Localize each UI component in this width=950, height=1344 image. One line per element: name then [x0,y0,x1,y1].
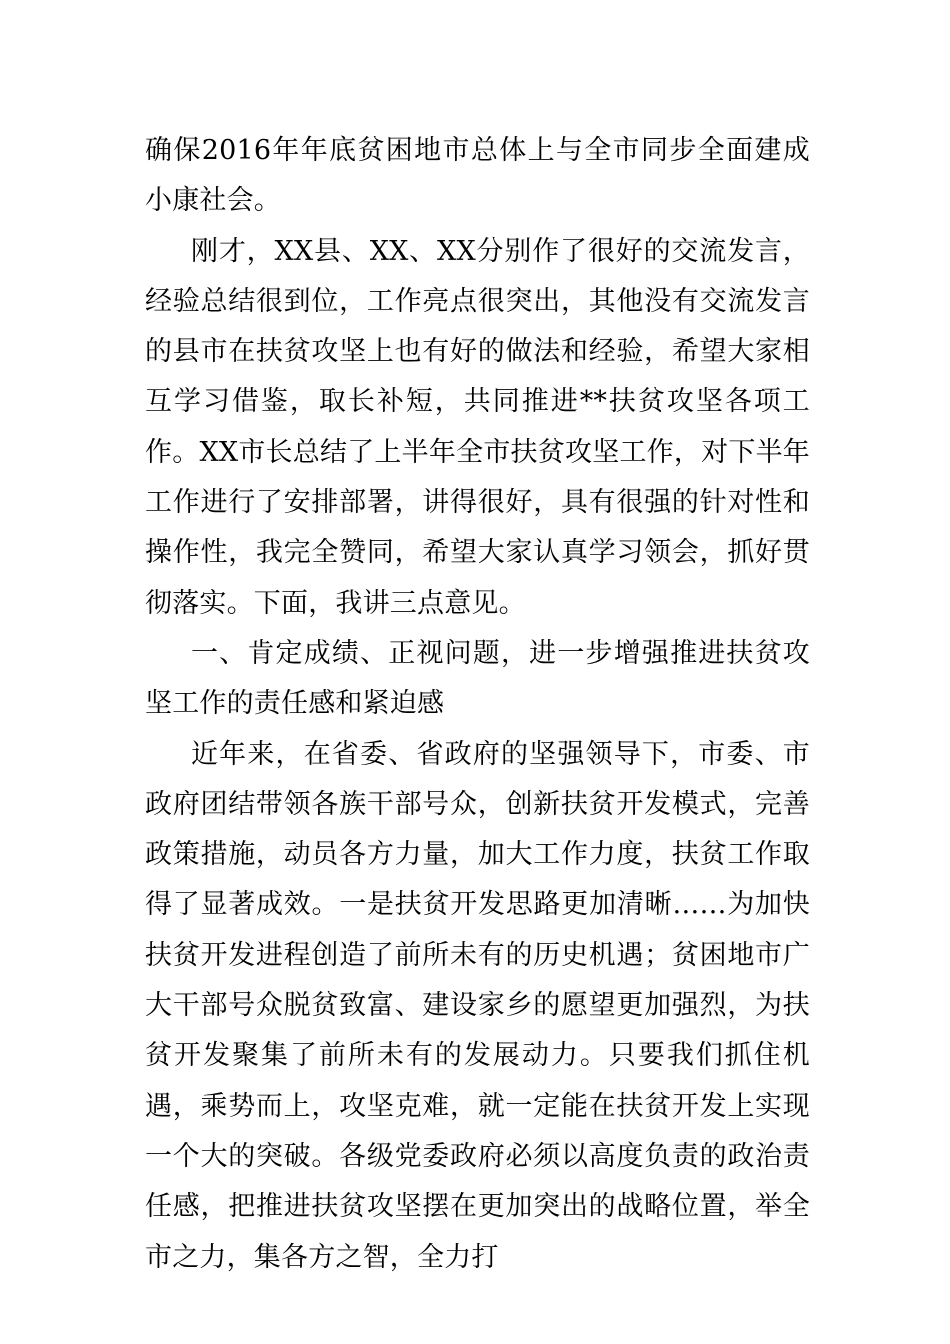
document-body [145,126,810,1283]
paragraph-continued: 确保2016年年底贫困地市总体上与全市同步全面建成小康社会。 [145,135,810,217]
paragraph-opening-remarks: 刚才，XX县、XX、XX分别作了很好的交流发言，经验总结很到位，工作亮点很突出，其他没有交流发言的县市在扶贫攻坚上也有好的做法和经验，希望大家相互学习借鉴，取长补短，共同推进**扶贫攻坚各项工作。XX市长总结了上半年全市扶贫攻坚工作，对下半年工作进行了安排部署，讲得很好，具有很强的针对性和操作性，我完全赞同，希望大家认真学习领会，抓好贯彻落实。下面，我讲三点意见。 [145,235,810,619]
paragraph-achievements: 近年来，在省委、省政府的坚强领导下，市委、市政府团结带领各族干部号众，创新扶贫开发模式，完善政策措施，动员各方力量，加大工作力度，扶贫工作取得了显著成效。一是扶贫开发思路更加清晰……为加快扶贫开发进程创造了前所未有的历史机遇；贫困地市广大干部号众脱贫致富、建设家乡的愿望更加强烈，为扶贫开发聚集了前所未有的发展动力。只要我们抓住机遇，乘势而上，攻坚克难，就一定能在扶贫开发上实现一个大的突破。各级党委政府必须以高度负责的政治责任感，把推进扶贫攻坚摆在更加突出的战略位置，举全市之力，集各方之智，全力打 [145,738,810,1273]
section-heading-one: 一、肯定成绩、正视问题，进一步增强推进扶贫攻坚工作的责任感和紧迫感 [145,637,810,720]
